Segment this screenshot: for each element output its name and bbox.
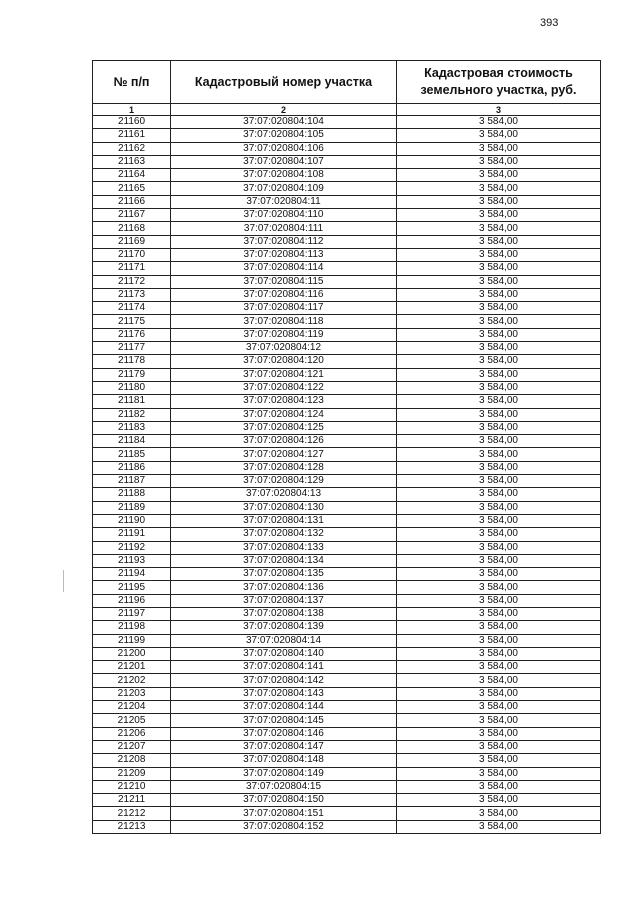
- table-header-row: [93, 61, 601, 104]
- cadastral-number: 37:07:020804:144: [171, 701, 397, 714]
- cadastral-value: 3 584,00: [397, 448, 601, 461]
- table-row: [93, 727, 601, 740]
- cadastral-value: 3 584,00: [397, 594, 601, 607]
- row-number: 21163: [93, 155, 171, 168]
- row-number: 21190: [93, 514, 171, 527]
- cadastral-value: 3 584,00: [397, 488, 601, 501]
- row-number: 21173: [93, 288, 171, 301]
- row-number: 21195: [93, 581, 171, 594]
- table-row: [93, 568, 601, 581]
- scan-mark: [63, 570, 64, 592]
- cadastral-number: 37:07:020804:117: [171, 302, 397, 315]
- table-row: [93, 794, 601, 807]
- table-row: [93, 262, 601, 275]
- cadastral-value: 3 584,00: [397, 142, 601, 155]
- row-number: 21179: [93, 368, 171, 381]
- cadastral-number: 37:07:020804:132: [171, 528, 397, 541]
- cadastral-value: 3 584,00: [397, 355, 601, 368]
- row-number: 21164: [93, 169, 171, 182]
- cadastral-number: 37:07:020804:120: [171, 355, 397, 368]
- table-row: [93, 674, 601, 687]
- cadastral-number: 37:07:020804:136: [171, 581, 397, 594]
- page-number: 393: [540, 17, 559, 29]
- table-row: [93, 607, 601, 620]
- row-number: 21198: [93, 621, 171, 634]
- row-number: 21181: [93, 395, 171, 408]
- cadastral-number: 37:07:020804:151: [171, 807, 397, 820]
- row-number: 21178: [93, 355, 171, 368]
- cadastral-number: 37:07:020804:134: [171, 554, 397, 567]
- table-row: [93, 116, 601, 129]
- cadastral-number: 37:07:020804:133: [171, 541, 397, 554]
- row-number: 21168: [93, 222, 171, 235]
- cadastral-value: 3 584,00: [397, 528, 601, 541]
- column-number-2: 2: [171, 104, 397, 116]
- cadastral-number: 37:07:020804:108: [171, 169, 397, 182]
- row-number: 21174: [93, 302, 171, 315]
- cadastral-number: 37:07:020804:124: [171, 408, 397, 421]
- row-number: 21204: [93, 701, 171, 714]
- row-number: 21182: [93, 408, 171, 421]
- cadastral-number: 37:07:020804:149: [171, 767, 397, 780]
- row-number: 21176: [93, 328, 171, 341]
- table-row: [93, 408, 601, 421]
- row-number: 21208: [93, 754, 171, 767]
- cadastral-value: 3 584,00: [397, 116, 601, 129]
- table-row: [93, 155, 601, 168]
- table-row: [93, 368, 601, 381]
- table-row: [93, 448, 601, 461]
- cadastral-value: 3 584,00: [397, 807, 601, 820]
- table-row: [93, 701, 601, 714]
- cadastral-number: 37:07:020804:116: [171, 288, 397, 301]
- row-number: 21206: [93, 727, 171, 740]
- cadastral-value: 3 584,00: [397, 475, 601, 488]
- cadastral-number: 37:07:020804:123: [171, 395, 397, 408]
- table-row: [93, 381, 601, 394]
- cadastral-number: 37:07:020804:152: [171, 820, 397, 833]
- table-row: [93, 129, 601, 142]
- row-number: 21199: [93, 634, 171, 647]
- table-row: [93, 594, 601, 607]
- cadastral-value: 3 584,00: [397, 501, 601, 514]
- cadastral-number: 37:07:020804:110: [171, 209, 397, 222]
- cadastral-number: 37:07:020804:139: [171, 621, 397, 634]
- table-row: [93, 209, 601, 222]
- row-number: 21188: [93, 488, 171, 501]
- row-number: 21209: [93, 767, 171, 780]
- row-number: 21160: [93, 116, 171, 129]
- cadastral-number: 37:07:020804:107: [171, 155, 397, 168]
- row-number: 21197: [93, 607, 171, 620]
- cadastral-value: 3 584,00: [397, 195, 601, 208]
- table-row: [93, 541, 601, 554]
- row-number: 21212: [93, 807, 171, 820]
- row-number: 21201: [93, 661, 171, 674]
- header-number: № п/п: [93, 61, 171, 104]
- cadastral-number: 37:07:020804:112: [171, 235, 397, 248]
- cadastral-value: 3 584,00: [397, 408, 601, 421]
- cadastral-value: 3 584,00: [397, 222, 601, 235]
- table-row: [93, 740, 601, 753]
- cadastral-value: 3 584,00: [397, 541, 601, 554]
- row-number: 21191: [93, 528, 171, 541]
- cadastral-number: 37:07:020804:122: [171, 381, 397, 394]
- cadastral-number: 37:07:020804:11: [171, 195, 397, 208]
- cadastral-value: 3 584,00: [397, 368, 601, 381]
- column-number-3: 3: [397, 104, 601, 116]
- row-number: 21210: [93, 780, 171, 793]
- cadastral-number: 37:07:020804:150: [171, 794, 397, 807]
- cadastral-number: 37:07:020804:119: [171, 328, 397, 341]
- cadastral-value: 3 584,00: [397, 647, 601, 660]
- table-row: [93, 780, 601, 793]
- row-number: 21213: [93, 820, 171, 833]
- row-number: 21183: [93, 421, 171, 434]
- cadastral-number: 37:07:020804:131: [171, 514, 397, 527]
- cadastral-value: 3 584,00: [397, 169, 601, 182]
- table-row: [93, 169, 601, 182]
- cadastral-number: 37:07:020804:127: [171, 448, 397, 461]
- cadastral-value: 3 584,00: [397, 435, 601, 448]
- row-number: 21180: [93, 381, 171, 394]
- cadastral-value: 3 584,00: [397, 381, 601, 394]
- cadastral-value: 3 584,00: [397, 714, 601, 727]
- cadastral-number: 37:07:020804:121: [171, 368, 397, 381]
- table-row: [93, 647, 601, 660]
- cadastral-value: 3 584,00: [397, 687, 601, 700]
- cadastral-value: 3 584,00: [397, 754, 601, 767]
- column-number-row: [93, 104, 601, 116]
- cadastral-number: 37:07:020804:104: [171, 116, 397, 129]
- table-row: [93, 248, 601, 261]
- table-row: [93, 355, 601, 368]
- cadastral-number: 37:07:020804:111: [171, 222, 397, 235]
- cadastral-value: 3 584,00: [397, 342, 601, 355]
- cadastral-number: 37:07:020804:118: [171, 315, 397, 328]
- cadastral-value: 3 584,00: [397, 568, 601, 581]
- cadastral-number: 37:07:020804:135: [171, 568, 397, 581]
- cadastral-value: 3 584,00: [397, 421, 601, 434]
- table-row: [93, 475, 601, 488]
- table-row: [93, 222, 601, 235]
- table-row: [93, 195, 601, 208]
- cadastral-number: 37:07:020804:137: [171, 594, 397, 607]
- row-number: 21167: [93, 209, 171, 222]
- cadastral-value: 3 584,00: [397, 302, 601, 315]
- table-row: [93, 767, 601, 780]
- row-number: 21193: [93, 554, 171, 567]
- cadastral-number: 37:07:020804:114: [171, 262, 397, 275]
- cadastral-number: 37:07:020804:130: [171, 501, 397, 514]
- cadastral-value: 3 584,00: [397, 461, 601, 474]
- row-number: 21211: [93, 794, 171, 807]
- cadastral-number: 37:07:020804:115: [171, 275, 397, 288]
- cadastral-value: 3 584,00: [397, 129, 601, 142]
- table-row: [93, 288, 601, 301]
- row-number: 21200: [93, 647, 171, 660]
- table-row: [93, 435, 601, 448]
- cadastral-number: 37:07:020804:128: [171, 461, 397, 474]
- table-row: [93, 661, 601, 674]
- cadastral-number: 37:07:020804:105: [171, 129, 397, 142]
- cadastral-number: 37:07:020804:147: [171, 740, 397, 753]
- cadastral-value: 3 584,00: [397, 328, 601, 341]
- row-number: 21166: [93, 195, 171, 208]
- row-number: 21175: [93, 315, 171, 328]
- table-row: [93, 275, 601, 288]
- cadastral-number: 37:07:020804:15: [171, 780, 397, 793]
- cadastral-number: 37:07:020804:140: [171, 647, 397, 660]
- header-cadastral-number: Кадастровый номер участка: [171, 61, 397, 104]
- row-number: 21202: [93, 674, 171, 687]
- cadastral-value: 3 584,00: [397, 581, 601, 594]
- cadastral-value: 3 584,00: [397, 740, 601, 753]
- cadastral-value: 3 584,00: [397, 235, 601, 248]
- cadastral-value: 3 584,00: [397, 514, 601, 527]
- cadastral-value: 3 584,00: [397, 621, 601, 634]
- cadastral-value: 3 584,00: [397, 395, 601, 408]
- cadastral-number: 37:07:020804:14: [171, 634, 397, 647]
- table-row: [93, 714, 601, 727]
- row-number: 21169: [93, 235, 171, 248]
- cadastral-value: 3 584,00: [397, 209, 601, 222]
- cadastral-value: 3 584,00: [397, 820, 601, 833]
- table-row: [93, 687, 601, 700]
- cadastral-value: 3 584,00: [397, 554, 601, 567]
- cadastral-value: 3 584,00: [397, 674, 601, 687]
- table-row: [93, 395, 601, 408]
- row-number: 21194: [93, 568, 171, 581]
- cadastral-number: 37:07:020804:106: [171, 142, 397, 155]
- cadastral-value: 3 584,00: [397, 794, 601, 807]
- header-cadastral-value: [397, 61, 601, 104]
- cadastral-value: 3 584,00: [397, 155, 601, 168]
- cadastral-number: 37:07:020804:143: [171, 687, 397, 700]
- cadastral-number: 37:07:020804:146: [171, 727, 397, 740]
- cadastral-number: 37:07:020804:138: [171, 607, 397, 620]
- table-row: [93, 315, 601, 328]
- cadastral-number: 37:07:020804:13: [171, 488, 397, 501]
- cadastral-number: 37:07:020804:126: [171, 435, 397, 448]
- row-number: 21184: [93, 435, 171, 448]
- table-row: [93, 807, 601, 820]
- row-number: 21161: [93, 129, 171, 142]
- table-row: [93, 488, 601, 501]
- table-row: [93, 554, 601, 567]
- cadastral-value: 3 584,00: [397, 780, 601, 793]
- table-row: [93, 342, 601, 355]
- cadastral-number: 37:07:020804:109: [171, 182, 397, 195]
- cadastral-value: 3 584,00: [397, 262, 601, 275]
- row-number: 21185: [93, 448, 171, 461]
- cadastral-value: 3 584,00: [397, 182, 601, 195]
- column-number-1: 1: [93, 104, 171, 116]
- table-row: [93, 461, 601, 474]
- table-row: [93, 621, 601, 634]
- row-number: 21196: [93, 594, 171, 607]
- table-row: [93, 142, 601, 155]
- table-row: [93, 581, 601, 594]
- table-row: [93, 514, 601, 527]
- cadastral-number: 37:07:020804:12: [171, 342, 397, 355]
- table-row: [93, 328, 601, 341]
- cadastral-value: 3 584,00: [397, 767, 601, 780]
- table-row: [93, 754, 601, 767]
- table-row: [93, 820, 601, 833]
- row-number: 21177: [93, 342, 171, 355]
- cadastral-number: 37:07:020804:129: [171, 475, 397, 488]
- cadastral-number: 37:07:020804:113: [171, 248, 397, 261]
- row-number: 21165: [93, 182, 171, 195]
- cadastral-value: 3 584,00: [397, 701, 601, 714]
- row-number: 21207: [93, 740, 171, 753]
- cadastral-number: 37:07:020804:142: [171, 674, 397, 687]
- row-number: 21192: [93, 541, 171, 554]
- table-row: [93, 182, 601, 195]
- cadastral-value: 3 584,00: [397, 248, 601, 261]
- row-number: 21203: [93, 687, 171, 700]
- row-number: 21171: [93, 262, 171, 275]
- table-body: [93, 116, 601, 834]
- row-number: 21170: [93, 248, 171, 261]
- row-number: 21186: [93, 461, 171, 474]
- cadastral-value: 3 584,00: [397, 727, 601, 740]
- cadastral-number: 37:07:020804:145: [171, 714, 397, 727]
- cadastral-value: 3 584,00: [397, 607, 601, 620]
- table-row: [93, 421, 601, 434]
- cadastral-value: 3 584,00: [397, 275, 601, 288]
- cadastral-value: 3 584,00: [397, 315, 601, 328]
- row-number: 21205: [93, 714, 171, 727]
- row-number: 21172: [93, 275, 171, 288]
- table-row: [93, 501, 601, 514]
- cadastral-value: 3 584,00: [397, 661, 601, 674]
- table-row: [93, 634, 601, 647]
- cadastral-value: 3 584,00: [397, 634, 601, 647]
- row-number: 21162: [93, 142, 171, 155]
- table-row: [93, 302, 601, 315]
- cadastral-value: 3 584,00: [397, 288, 601, 301]
- header-cadastral-value-text: Кадастровая стоимость земельного участка, руб.: [420, 66, 577, 97]
- row-number: 21189: [93, 501, 171, 514]
- cadastre-table: [92, 60, 601, 834]
- cadastral-number: 37:07:020804:125: [171, 421, 397, 434]
- table-row: [93, 528, 601, 541]
- row-number: 21187: [93, 475, 171, 488]
- table-row: [93, 235, 601, 248]
- cadastral-number: 37:07:020804:141: [171, 661, 397, 674]
- cadastral-number: 37:07:020804:148: [171, 754, 397, 767]
